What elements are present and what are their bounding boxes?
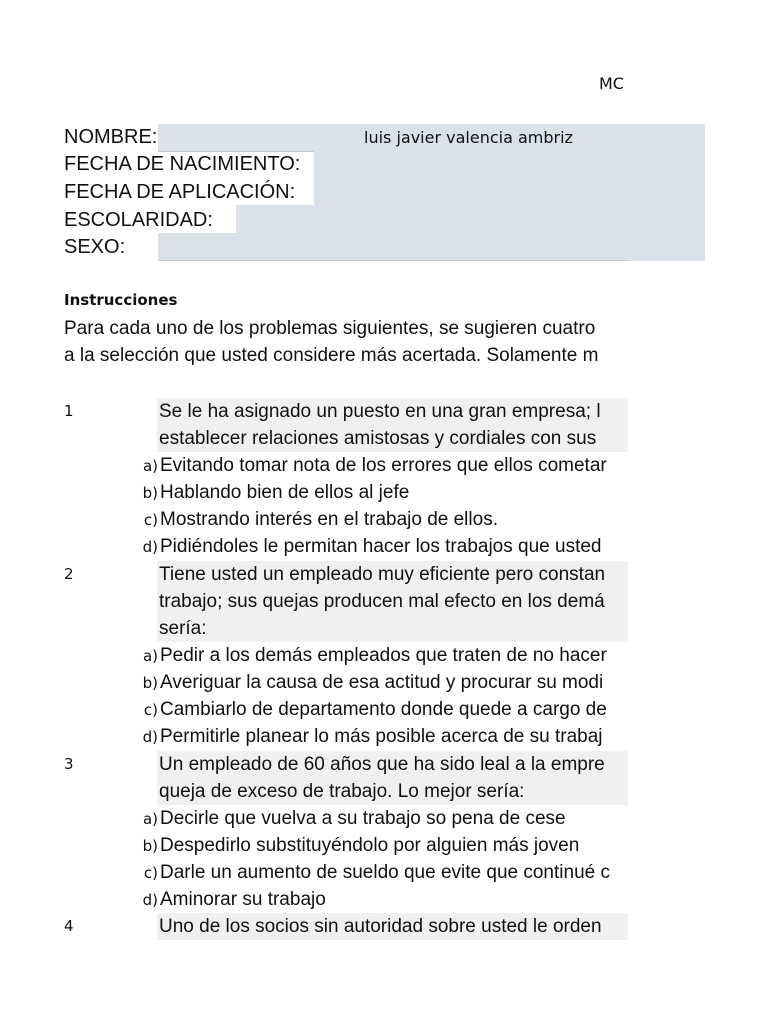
question-text-line: queja de exceso de trabajo. Lo mejor sería: [159,781,525,802]
fecha-aplicacion-label: FECHA DE APLICACIÓN: [64,181,296,203]
option-text[interactable]: Despedirlo substituyéndolo por alguien más joven [160,835,580,856]
question-text-line: sería: [159,618,207,639]
question-text-line: Tiene usted un empleado muy eficiente pero constan [159,564,606,585]
question-number: 2 [64,565,74,583]
nombre-value: luis javier valencia ambriz [364,128,573,147]
question-number: 1 [64,402,74,420]
option-text[interactable]: Averiguar la causa de esa actitud y procurar su modi [160,672,604,693]
option-text[interactable]: Pidiéndoles le permitan hacer los trabajos que usted [160,536,602,557]
form-shading-right [628,124,705,261]
question-text-line: trabajo; sus quejas producen mal efecto en los demá [159,591,605,612]
option-letter: d) [142,891,158,909]
question-text-line: Un empleado de 60 años que ha sido leal a la empre [159,754,605,775]
header-corner-text: MC [599,74,624,93]
option-letter: a) [142,647,158,665]
option-letter: d) [142,538,158,556]
option-letter: c) [143,864,158,882]
sexo-label: SEXO: [64,236,126,258]
question-number: 3 [64,755,74,773]
option-letter: c) [143,511,158,529]
question-text-line: establecer relaciones amistosas y cordiales con sus [159,428,597,449]
option-text[interactable]: Hablando bien de ellos al jefe [160,482,410,503]
escolaridad-label: ESCOLARIDAD: [64,209,213,231]
nombre-label: NOMBRE: [64,126,158,148]
option-text[interactable]: Decirle que vuelva a su trabajo so pena de cese [160,808,566,829]
option-text[interactable]: Darle un aumento de sueldo que evite que continué c [160,862,610,883]
option-text[interactable]: Mostrando interés en el trabajo de ellos. [160,509,498,530]
option-letter: a) [142,457,158,475]
option-letter: a) [142,810,158,828]
option-text[interactable]: Pedir a los demás empleados que traten de no hacer [160,645,607,666]
option-letter: d) [142,728,158,746]
option-text[interactable]: Aminorar su trabajo [160,889,326,910]
option-text[interactable]: Cambiarlo de departamento donde quede a cargo de [160,699,607,720]
option-letter: c) [143,701,158,719]
option-letter: b) [142,674,158,692]
instructions-heading: Instrucciones [64,291,178,309]
question-text-line: Se le ha asignado un puesto en una gran empresa; l [159,401,601,422]
question-number: 4 [64,917,74,935]
option-text[interactable]: Permitirle planear lo más posible acerca de su trabaj [160,726,603,747]
fecha-nacimiento-label: FECHA DE NACIMIENTO: [64,153,301,175]
option-text[interactable]: Evitando tomar nota de los errores que ellos cometar [160,455,607,476]
question-text-line: Uno de los socios sin autoridad sobre usted le orden [159,916,602,937]
instructions-line: a la selección que usted considere más acertada. Solamente m [64,345,599,366]
instructions-line: Para cada uno de los problemas siguientes, se sugieren cuatro [64,318,596,339]
option-letter: b) [142,837,158,855]
option-letter: b) [142,484,158,502]
